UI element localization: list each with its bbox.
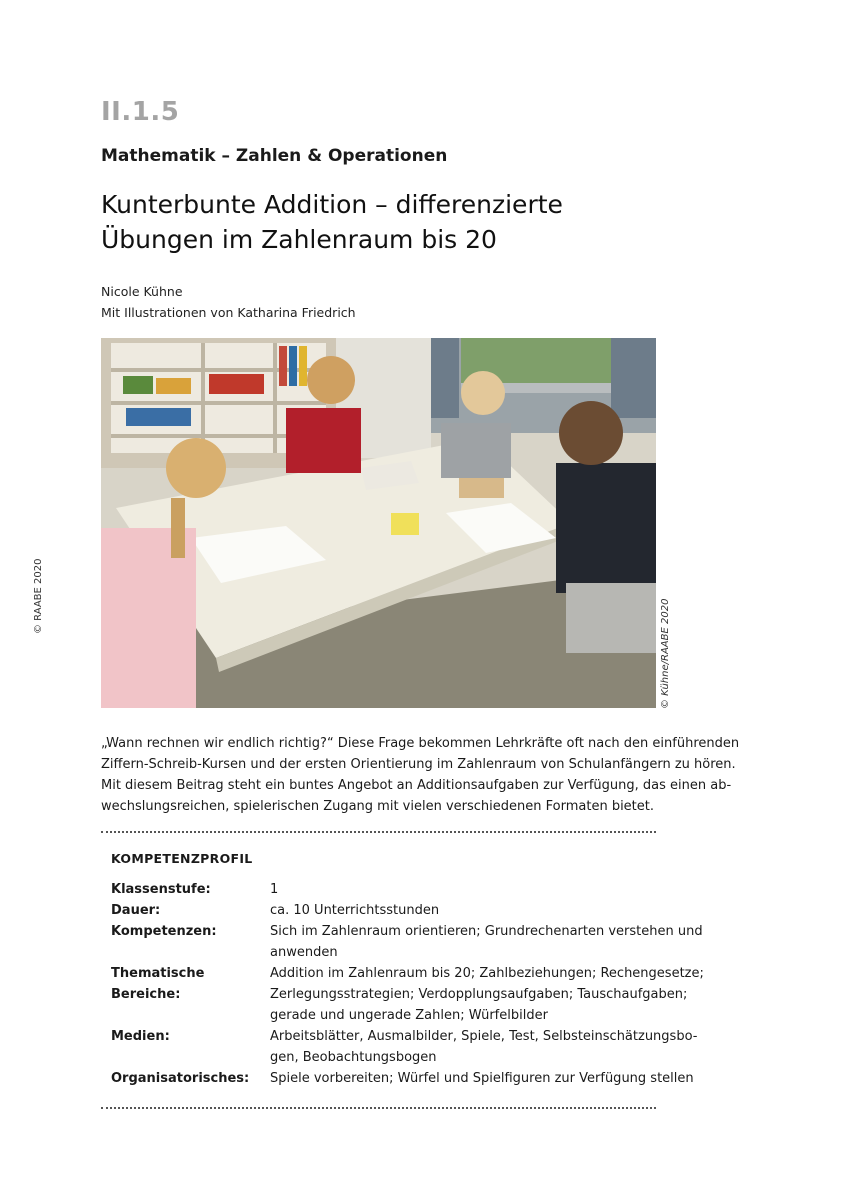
subject-heading: Mathematik – Zahlen & Operationen bbox=[101, 146, 448, 166]
profile-label: Medien: bbox=[111, 1029, 170, 1044]
classroom-photo-illustration bbox=[101, 338, 656, 708]
profile-value-line: Spiele vorbereiten; Würfel und Spielfiguren zur Verfügung stellen bbox=[270, 1071, 694, 1086]
classroom-photo bbox=[101, 338, 656, 708]
profile-value-line: anwenden bbox=[270, 945, 338, 960]
photo-credit-text: © Kühne/RAABE 2020 bbox=[660, 598, 671, 709]
profile-value bbox=[270, 879, 656, 900]
profile-row bbox=[111, 921, 703, 963]
intro-line: „Wann rechnen wir endlich richtig?“ Diese Frage bekommen Lehrkräfte oft nach den einführenden bbox=[101, 736, 740, 751]
profile-label: Dauer: bbox=[111, 903, 161, 918]
profile-label: Klassenstufe: bbox=[111, 882, 211, 897]
title-line: Kunterbunte Addition – differenzierte bbox=[101, 190, 563, 219]
intro-paragraph bbox=[101, 733, 740, 817]
profile-value-line: 1 bbox=[270, 882, 279, 897]
profile-value-line: Sich im Zahlenraum orientieren; Grundrechenarten verstehen und bbox=[270, 924, 703, 939]
profile-value bbox=[270, 921, 703, 963]
title-line: Übungen im Zahlenraum bis 20 bbox=[101, 225, 497, 254]
author-block bbox=[101, 281, 356, 323]
side-copyright bbox=[33, 558, 47, 634]
intro-line: wechslungsreichen, spielerischen Zugang mit vielen verschiedenen Formaten bietet. bbox=[101, 799, 655, 814]
side-copyright-text: © RAABE 2020 bbox=[33, 558, 44, 634]
profile-value-line: Zerlegungsstrategien; Verdopplungsaufgaben; Tauschaufgaben; bbox=[270, 987, 688, 1002]
profile-label: Kompetenzen: bbox=[111, 924, 217, 939]
profile-value bbox=[270, 900, 656, 921]
intro-line: Ziffern-Schreib-Kursen und der ersten Orientierung im Zahlenraum von Schulanfängern zu hören. bbox=[101, 757, 736, 772]
photo-credit bbox=[660, 598, 674, 709]
intro-line: Mit diesem Beitrag steht ein buntes Angebot an Additionsaufgaben zur Verfügung, das einen ab- bbox=[101, 778, 732, 793]
profile-value-line: Arbeitsblätter, Ausmalbilder, Spiele, Test, Selbsteinschätzungsbo- bbox=[270, 1029, 698, 1044]
divider-bottom bbox=[101, 1107, 656, 1109]
profile-row bbox=[111, 900, 656, 921]
page-title bbox=[101, 187, 701, 257]
profile-row bbox=[111, 1026, 698, 1068]
profile-value-line: Addition im Zahlenraum bis 20; Zahlbeziehungen; Rechengesetze; bbox=[270, 966, 704, 981]
profile-value bbox=[270, 1068, 694, 1089]
profile-row bbox=[111, 879, 656, 900]
profile-value bbox=[270, 963, 704, 1026]
profile-label: Organisatorisches: bbox=[111, 1071, 250, 1086]
profile-value-line: gerade und ungerade Zahlen; Würfelbilder bbox=[270, 1008, 548, 1023]
divider-top bbox=[101, 831, 656, 833]
profile-heading: KOMPETENZPROFIL bbox=[111, 851, 253, 866]
profile-row bbox=[111, 963, 704, 1026]
illustrator-credit: Mit Illustrationen von Katharina Friedrich bbox=[101, 305, 356, 320]
profile-label: Thematische Bereiche: bbox=[111, 966, 205, 1002]
competence-profile-table bbox=[111, 879, 704, 1089]
profile-value bbox=[270, 1026, 697, 1068]
profile-row bbox=[111, 1068, 694, 1089]
section-number: II.1.5 bbox=[101, 97, 180, 127]
author-name: Nicole Kühne bbox=[101, 284, 183, 299]
profile-value-line: ca. 10 Unterrichtsstunden bbox=[270, 903, 440, 918]
profile-value-line: gen, Beobachtungsbogen bbox=[270, 1050, 437, 1065]
